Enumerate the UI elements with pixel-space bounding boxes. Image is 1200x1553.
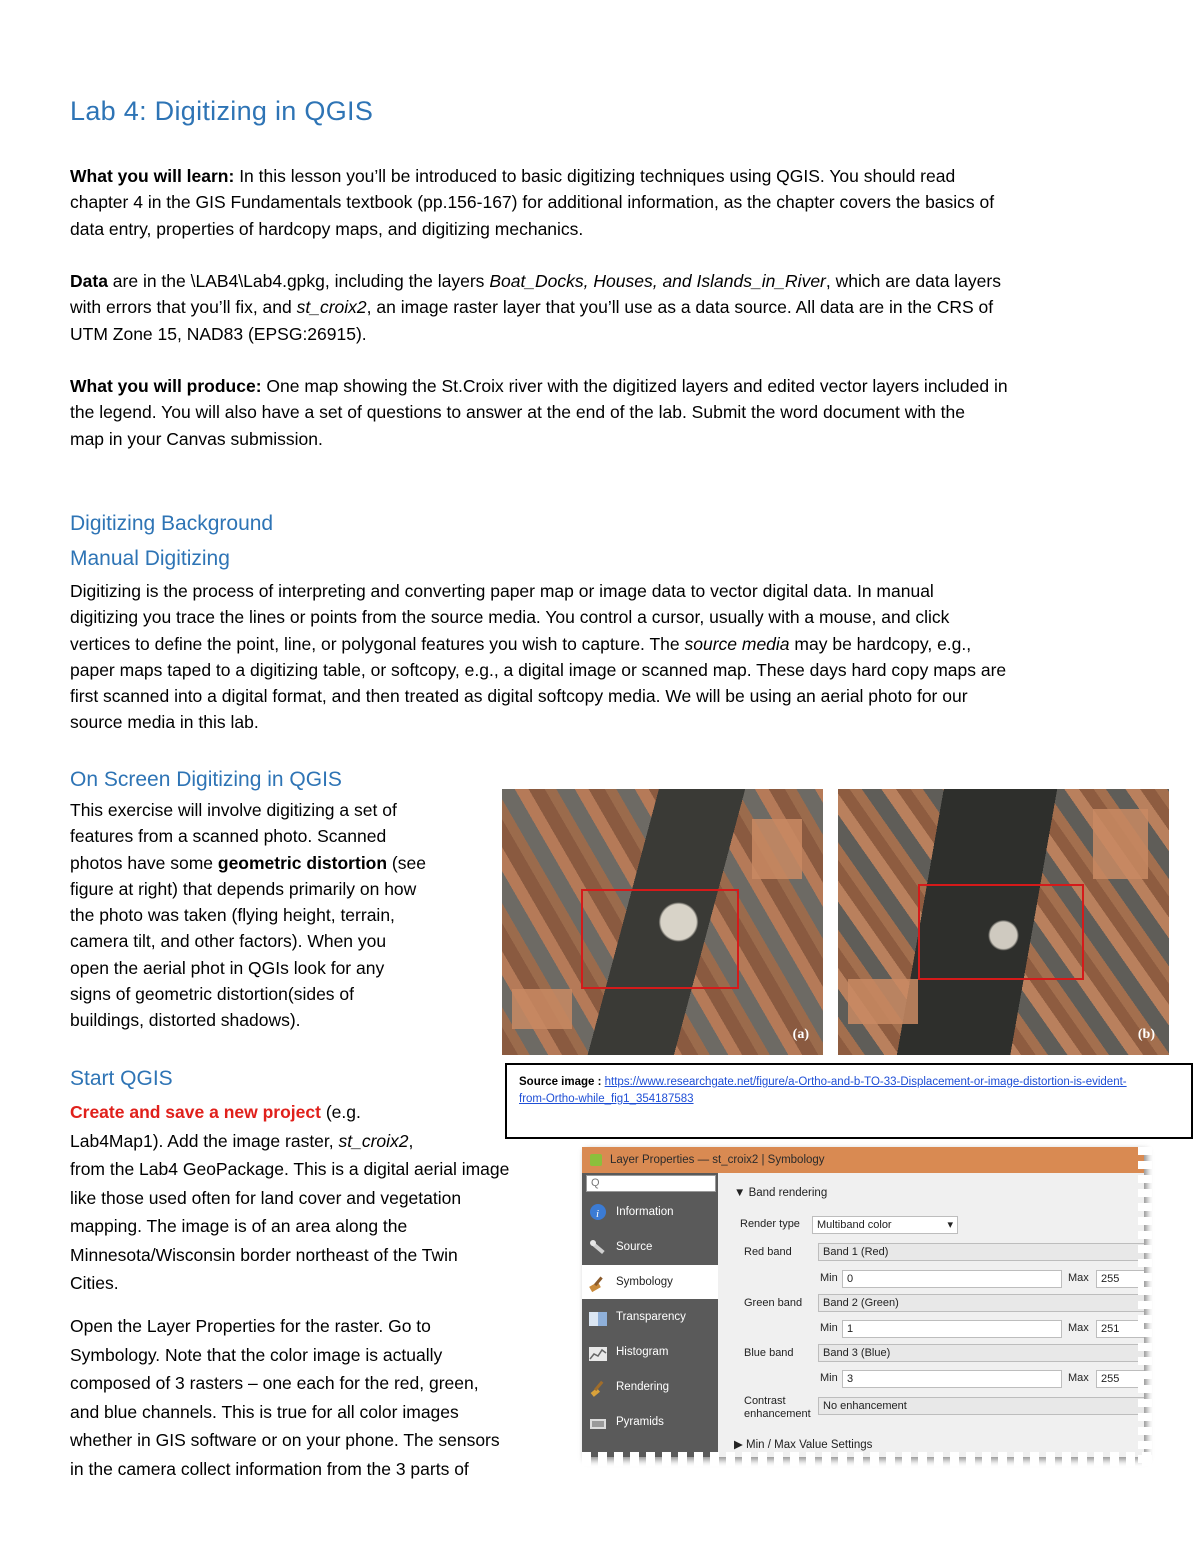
blue-band-label: Blue band [744, 1347, 794, 1359]
source-link-continued[interactable]: from-Ortho-while_fig1_354187583 [519, 1093, 694, 1105]
sidebar-item-label: Source [616, 1241, 653, 1253]
sidebar-item-label: Rendering [616, 1381, 670, 1393]
manual-line-4: paper maps taped to a digitizing table, or softcopy, e.g., a digital image or scanned map. These days hard copy maps are [70, 659, 1007, 680]
green-band-select[interactable]: Band 2 (Green) [818, 1294, 1144, 1312]
green-max-label: Max [1068, 1322, 1089, 1334]
start-line-2b: , [408, 1130, 414, 1151]
onscreen-line-3a: photos have some [70, 852, 218, 873]
onscreen-line-2: features from a scanned photo. Scanned [70, 826, 387, 847]
wrench-icon [588, 1238, 608, 1256]
heading-start-qgis: Start QGIS [70, 1067, 173, 1090]
start-line-5: mapping. The image is of an area along the [70, 1216, 408, 1236]
aerial-photo-b [838, 789, 1169, 1055]
layer-properties-dialog [582, 1147, 1144, 1457]
data-text-5: UTM Zone 15, NAD83 (EPSG:26915). [70, 323, 367, 344]
onscreen-line-4: figure at right) that depends primarily on how [70, 878, 417, 899]
green-min-label: Min [820, 1322, 838, 1334]
data-text-3: with errors that you’ll fix, and [70, 297, 297, 318]
blue-min-label: Min [820, 1372, 838, 1384]
blue-min-input[interactable]: 3 [842, 1370, 1062, 1388]
data-text-1: are in the \LAB4\Lab4.gpkg, including the layers [107, 271, 490, 291]
sidebar-item-label: Transparency [616, 1311, 686, 1323]
symbology-panel [722, 1173, 1144, 1457]
learn-label: What you will learn: [70, 166, 235, 186]
transparency-icon [588, 1308, 608, 1326]
info-icon [588, 1203, 608, 1221]
photo-label-a: (a) [792, 1027, 809, 1042]
manual-line-6: source media in this lab. [70, 712, 259, 733]
heading-manual-digitizing: Manual Digitizing [70, 547, 230, 570]
manual-paragraph [70, 578, 1130, 736]
sidebar-item-source[interactable] [582, 1230, 718, 1264]
red-band-label: Red band [744, 1246, 792, 1258]
sidebar-item-label: Symbology [616, 1276, 673, 1288]
min-max-settings-label: Min / Max Value Settings [746, 1439, 873, 1451]
onscreen-line-8: signs of geometric distortion(sides of [70, 984, 355, 1005]
lp-line-3: composed of 3 rasters – one each for the red, green, [70, 1373, 479, 1393]
onscreen-line-9: buildings, distorted shadows). [70, 1010, 301, 1031]
heading-on-screen-digitizing: On Screen Digitizing in QGIS [70, 768, 342, 791]
render-type-label: Render type [740, 1218, 800, 1230]
sidebar-item-information[interactable] [582, 1195, 718, 1229]
onscreen-line-1: This exercise will involve digitizing a set of [70, 800, 397, 820]
sidebar-item-label: Histogram [616, 1346, 669, 1358]
distortion-highlight-box-a [581, 889, 739, 989]
data-text-4: , an image raster layer that you’ll use as a data source. All data are in the CRS of [366, 297, 994, 318]
layer-properties-paragraph [70, 1312, 570, 1483]
red-max-input[interactable]: 255 [1096, 1270, 1144, 1288]
band-rendering-label: Band rendering [748, 1187, 828, 1199]
heading-digitizing-background: Digitizing Background [70, 512, 274, 535]
onscreen-line-6: camera tilt, and other factors). When you [70, 931, 387, 952]
green-max-input[interactable]: 251 [1096, 1320, 1144, 1338]
blue-band-select[interactable]: Band 3 (Blue) [818, 1344, 1144, 1362]
qgis-icon [590, 1154, 602, 1166]
start-raster-name: st_croix2 [338, 1130, 409, 1151]
sidebar-item-symbology[interactable] [582, 1265, 718, 1299]
lp-line-6: in the camera collect information from the 3 parts of [70, 1458, 469, 1479]
produce-text-1: One map showing the St.Croix river with the digitized layers and edited vector layers included in [261, 376, 1008, 396]
band-rendering-section[interactable] [734, 1187, 827, 1199]
start-line-7: Cities. [70, 1273, 119, 1293]
expand-triangle-icon: ▶ [734, 1439, 747, 1451]
photo-label-b: (b) [1137, 1027, 1155, 1042]
manual-line-1: Digitizing is the process of interpreting and converting paper map or image data to vector digital data. In manual [70, 581, 934, 601]
manual-line-5: first scanned into a digital format, and then treated as digital softcopy media. We will be using an aerial photo for our [70, 686, 968, 707]
onscreen-geometric-distortion: geometric distortion [217, 852, 388, 873]
learn-text-3: data entry, properties of hardcopy maps, and digitizing mechanics. [70, 218, 584, 239]
data-paragraph [70, 268, 1130, 347]
sidebar-item-rendering[interactable] [582, 1370, 718, 1404]
dialog-sidebar [582, 1173, 718, 1457]
learn-text-2: chapter 4 in the GIS Fundamentals textbook (pp.156-167) for additional information, as the chapter covers the basics of [70, 192, 995, 213]
data-text-2: , which are data layers [825, 271, 1001, 291]
create-project-instruction: Create and save a new project [70, 1102, 321, 1122]
learn-text-1: In this lesson you’ll be introduced to basic digitizing techniques using QGIS. You should read [234, 166, 956, 186]
sidebar-item-pyramids[interactable] [582, 1405, 718, 1439]
svg-text:i: i [596, 1208, 600, 1220]
torn-edge-right [1138, 1147, 1152, 1465]
lp-line-4: and blue channels. This is true for all color images [70, 1401, 459, 1422]
onscreen-paragraph [70, 797, 490, 1034]
onscreen-line-3c: (see [387, 852, 426, 873]
dialog-title: Layer Properties — st_croix2 | Symbology [610, 1154, 825, 1166]
distortion-highlight-box-b [918, 884, 1084, 980]
start-line-1b: (e.g. [320, 1102, 361, 1122]
brush-icon [588, 1378, 608, 1396]
onscreen-line-5: the photo was taken (flying height, terrain, [70, 905, 395, 926]
start-line-4: like those used often for land cover and vegetation [70, 1187, 462, 1208]
produce-text-3: map in your Canvas submission. [70, 428, 323, 449]
lp-line-5: whether in GIS software or on your phone. The sensors [70, 1430, 500, 1450]
green-band-label: Green band [744, 1297, 803, 1309]
render-type-select[interactable]: Multiband color ▾ [812, 1216, 958, 1234]
source-caption-box [505, 1063, 1193, 1139]
start-paragraph [70, 1098, 570, 1298]
data-label: Data [70, 271, 108, 291]
onscreen-line-7: open the aerial phot in QGIs look for any [70, 957, 385, 978]
manual-line-3a: vertices to define the point, line, or polygonal features you wish to capture. The [70, 633, 685, 654]
dialog-title-bar [582, 1147, 1144, 1173]
learn-paragraph [70, 163, 1130, 242]
blue-max-input[interactable]: 255 [1096, 1370, 1144, 1388]
sidebar-item-histogram[interactable] [582, 1335, 718, 1369]
source-label: Source image : [519, 1076, 605, 1088]
manual-source-media: source media [684, 633, 790, 654]
page-title: Lab 4: Digitizing in QGIS [70, 96, 374, 126]
torn-edge-bottom [582, 1452, 1152, 1466]
red-max-label: Max [1068, 1272, 1089, 1284]
data-raster: st_croix2 [296, 297, 367, 318]
pyramids-icon [588, 1413, 608, 1431]
histogram-icon [588, 1343, 608, 1361]
produce-label: What you will produce: [70, 376, 262, 396]
red-min-input[interactable]: 0 [842, 1270, 1062, 1288]
sidebar-item-label: Information [616, 1206, 674, 1218]
red-min-label: Min [820, 1272, 838, 1284]
sidebar-search-input[interactable]: Q [586, 1175, 716, 1192]
start-line-6: Minnesota/Wisconsin border northeast of the Twin [70, 1244, 458, 1265]
source-link[interactable]: https://www.researchgate.net/figure/a-Ortho-and-b-TO-33-Displacement-or-image-distortion-is-evident- [604, 1076, 1127, 1088]
sidebar-item-label: Pyramids [616, 1416, 664, 1428]
data-layers: Boat_Docks, Houses, and Islands_in_River [489, 271, 826, 291]
blue-max-label: Max [1068, 1372, 1089, 1384]
produce-paragraph [70, 373, 1130, 452]
produce-text-2: the legend. You will also have a set of questions to answer at the end of the lab. Submit the word document with the [70, 402, 966, 423]
green-min-input[interactable]: 1 [842, 1320, 1062, 1338]
min-max-settings-section[interactable] [734, 1437, 872, 1451]
manual-line-3b: may be hardcopy, e.g., [789, 633, 972, 654]
sidebar-item-transparency[interactable] [582, 1300, 718, 1334]
contrast-enhancement-label: Contrast enhancement [744, 1395, 811, 1420]
lp-line-2: Symbology. Note that the color image is actually [70, 1344, 443, 1365]
paintbrush-icon [588, 1273, 608, 1291]
lp-line-1: Open the Layer Properties for the raster. Go to [70, 1316, 431, 1336]
red-band-select[interactable]: Band 1 (Red) [818, 1243, 1144, 1261]
manual-line-2: digitizing you trace the lines or points from the source media. You control a cursor, usually with a mouse, and click [70, 607, 950, 628]
aerial-photo-a [502, 789, 823, 1055]
contrast-enhancement-select[interactable]: No enhancement [818, 1397, 1144, 1415]
start-line-2a: Lab4Map1). Add the image raster, [70, 1130, 339, 1151]
start-line-3: from the Lab4 GeoPackage. This is a digital aerial image [70, 1159, 510, 1179]
collapse-triangle-icon: ▼ [734, 1187, 749, 1199]
